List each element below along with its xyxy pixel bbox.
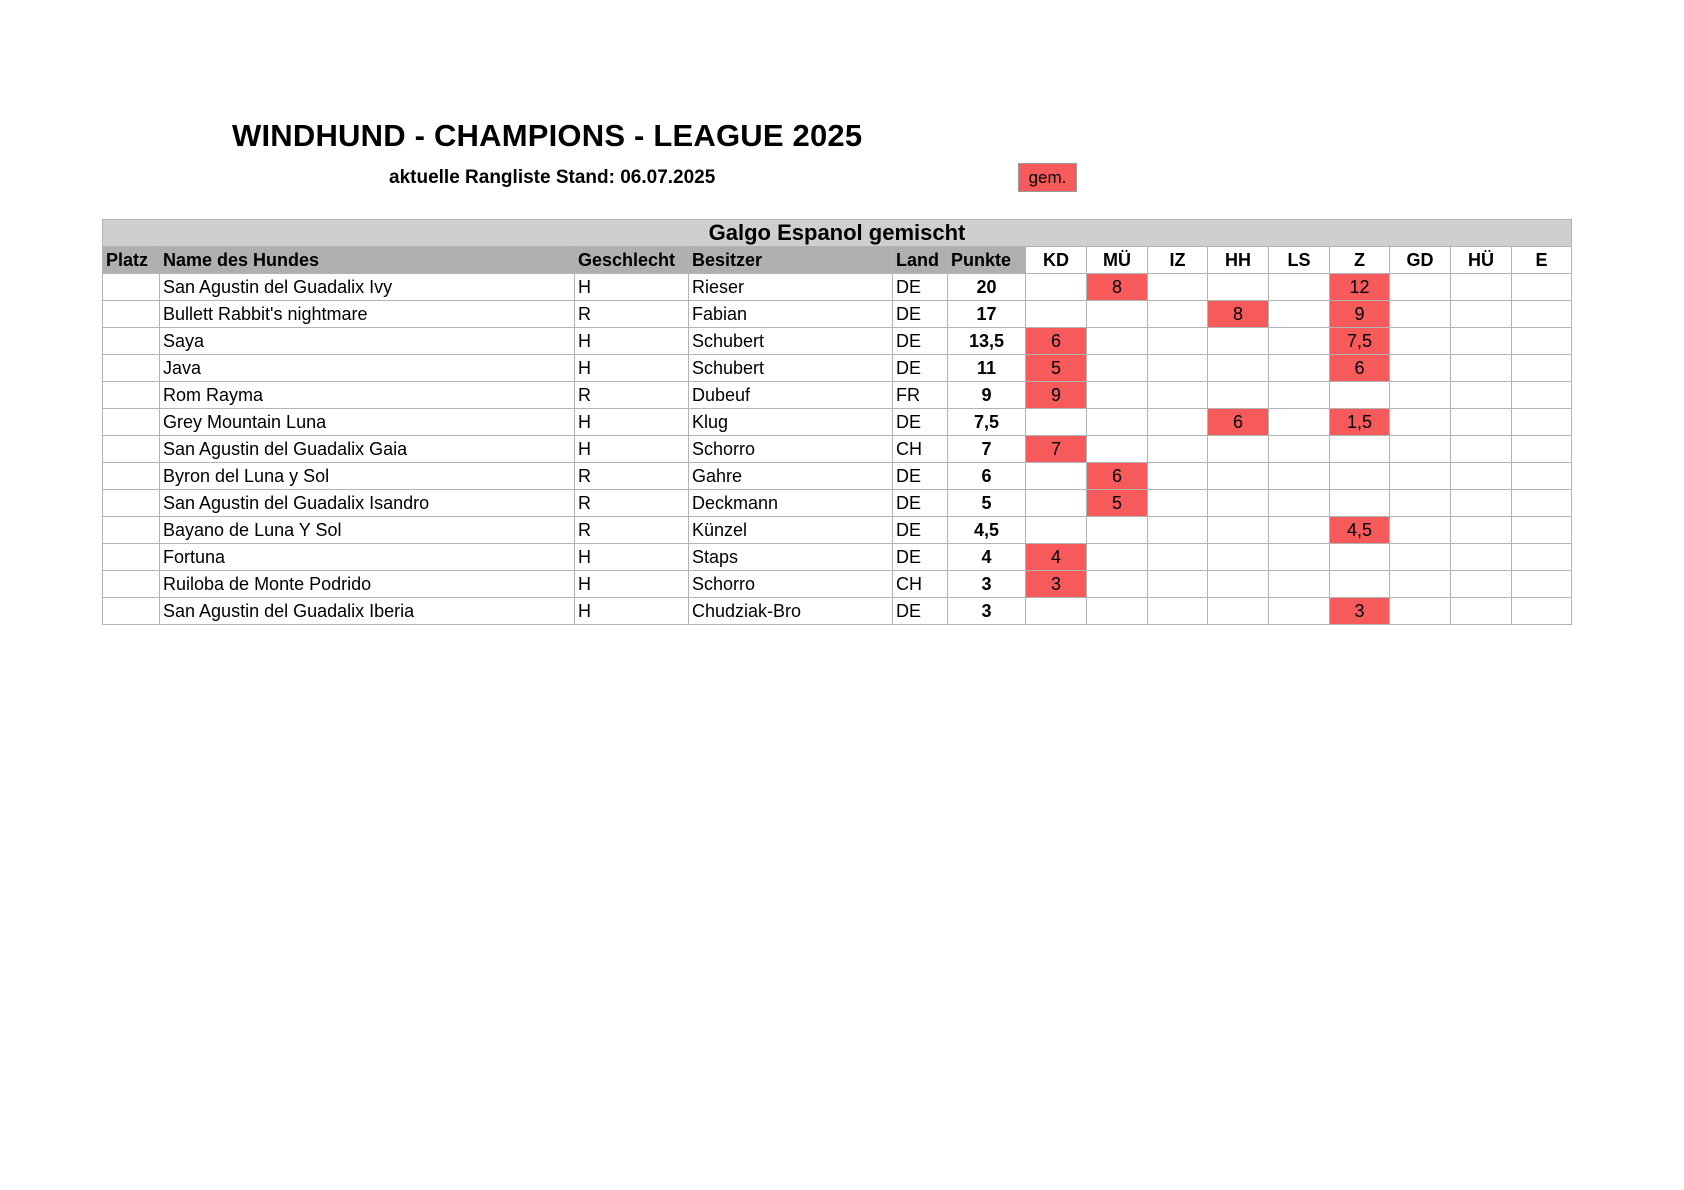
cell-event-points xyxy=(1390,328,1451,355)
cell-platz xyxy=(103,409,160,436)
cell-geschlecht: H xyxy=(575,355,689,382)
cell-event-points xyxy=(1026,463,1087,490)
cell-geschlecht: H xyxy=(575,328,689,355)
cell-geschlecht: H xyxy=(575,436,689,463)
cell-event-points xyxy=(1208,274,1269,301)
table-row xyxy=(103,274,1572,301)
col-header-event: IZ xyxy=(1148,247,1208,274)
cell-event-points: 12 xyxy=(1330,274,1390,301)
col-header-event: HH xyxy=(1208,247,1269,274)
cell-event-points xyxy=(1390,274,1451,301)
cell-dog-name: Ruiloba de Monte Podrido xyxy=(160,571,575,598)
col-header-punkte: Punkte xyxy=(948,247,1026,274)
cell-besitzer: Schorro xyxy=(689,571,893,598)
table-row xyxy=(103,517,1572,544)
cell-event-points xyxy=(1208,517,1269,544)
cell-geschlecht: R xyxy=(575,517,689,544)
cell-event-points xyxy=(1390,355,1451,382)
cell-besitzer: Klug xyxy=(689,409,893,436)
cell-event-points xyxy=(1208,328,1269,355)
cell-event-points xyxy=(1087,328,1148,355)
cell-platz xyxy=(103,598,160,625)
cell-event-points xyxy=(1087,517,1148,544)
cell-land: DE xyxy=(893,301,948,328)
cell-event-points: 6 xyxy=(1208,409,1269,436)
table-row xyxy=(103,409,1572,436)
cell-geschlecht: H xyxy=(575,571,689,598)
cell-besitzer: Deckmann xyxy=(689,490,893,517)
cell-dog-name: Bullett Rabbit's nightmare xyxy=(160,301,575,328)
cell-platz xyxy=(103,328,160,355)
cell-platz xyxy=(103,355,160,382)
cell-event-points: 6 xyxy=(1087,463,1148,490)
cell-punkte: 17 xyxy=(948,301,1026,328)
cell-event-points xyxy=(1390,463,1451,490)
cell-event-points xyxy=(1208,436,1269,463)
cell-punkte: 7,5 xyxy=(948,409,1026,436)
cell-event-points xyxy=(1451,463,1512,490)
cell-event-points xyxy=(1512,382,1572,409)
cell-punkte: 20 xyxy=(948,274,1026,301)
col-header-event: LS xyxy=(1269,247,1330,274)
cell-event-points xyxy=(1390,571,1451,598)
cell-event-points xyxy=(1269,571,1330,598)
cell-event-points xyxy=(1451,355,1512,382)
cell-event-points xyxy=(1390,490,1451,517)
cell-punkte: 3 xyxy=(948,598,1026,625)
cell-event-points xyxy=(1269,409,1330,436)
cell-event-points xyxy=(1148,409,1208,436)
cell-dog-name: San Agustin del Guadalix Isandro xyxy=(160,490,575,517)
table-row xyxy=(103,544,1572,571)
cell-event-points xyxy=(1269,301,1330,328)
cell-event-points xyxy=(1451,382,1512,409)
cell-dog-name: Rom Rayma xyxy=(160,382,575,409)
cell-event-points xyxy=(1451,301,1512,328)
cell-event-points xyxy=(1269,490,1330,517)
cell-event-points xyxy=(1026,409,1087,436)
cell-event-points xyxy=(1512,517,1572,544)
cell-geschlecht: R xyxy=(575,301,689,328)
cell-event-points xyxy=(1148,274,1208,301)
cell-land: CH xyxy=(893,436,948,463)
cell-event-points xyxy=(1148,301,1208,328)
cell-punkte: 11 xyxy=(948,355,1026,382)
cell-platz xyxy=(103,544,160,571)
cell-event-points xyxy=(1451,544,1512,571)
cell-platz xyxy=(103,490,160,517)
cell-event-points xyxy=(1512,301,1572,328)
cell-event-points: 8 xyxy=(1087,274,1148,301)
cell-event-points xyxy=(1269,436,1330,463)
cell-geschlecht: H xyxy=(575,409,689,436)
cell-besitzer: Schubert xyxy=(689,328,893,355)
cell-event-points xyxy=(1512,598,1572,625)
cell-event-points xyxy=(1148,490,1208,517)
cell-event-points xyxy=(1390,301,1451,328)
page-title: WINDHUND - CHAMPIONS - LEAGUE 2025 xyxy=(232,118,863,153)
cell-event-points xyxy=(1512,463,1572,490)
cell-besitzer: Künzel xyxy=(689,517,893,544)
cell-punkte: 7 xyxy=(948,436,1026,463)
cell-platz xyxy=(103,274,160,301)
cell-event-points: 3 xyxy=(1330,598,1390,625)
cell-event-points xyxy=(1026,301,1087,328)
cell-event-points xyxy=(1390,517,1451,544)
cell-geschlecht: H xyxy=(575,598,689,625)
cell-event-points xyxy=(1208,463,1269,490)
cell-event-points: 5 xyxy=(1026,355,1087,382)
table-row xyxy=(103,463,1572,490)
cell-event-points xyxy=(1451,598,1512,625)
cell-geschlecht: R xyxy=(575,382,689,409)
ranking-table xyxy=(102,219,1572,625)
cell-dog-name: Byron del Luna y Sol xyxy=(160,463,575,490)
cell-event-points xyxy=(1269,463,1330,490)
cell-dog-name: Saya xyxy=(160,328,575,355)
cell-geschlecht: H xyxy=(575,274,689,301)
cell-event-points xyxy=(1087,436,1148,463)
cell-event-points xyxy=(1148,463,1208,490)
cell-event-points xyxy=(1026,274,1087,301)
col-header-event: HÜ xyxy=(1451,247,1512,274)
cell-event-points xyxy=(1451,436,1512,463)
cell-event-points xyxy=(1087,301,1148,328)
cell-event-points xyxy=(1148,436,1208,463)
cell-event-points xyxy=(1330,382,1390,409)
cell-geschlecht: R xyxy=(575,490,689,517)
cell-event-points xyxy=(1512,490,1572,517)
cell-event-points xyxy=(1208,598,1269,625)
cell-besitzer: Dubeuf xyxy=(689,382,893,409)
cell-event-points xyxy=(1208,355,1269,382)
cell-event-points xyxy=(1148,544,1208,571)
cell-event-points: 7 xyxy=(1026,436,1087,463)
cell-land: DE xyxy=(893,355,948,382)
cell-platz xyxy=(103,517,160,544)
table-row xyxy=(103,382,1572,409)
table-row xyxy=(103,436,1572,463)
cell-land: FR xyxy=(893,382,948,409)
cell-besitzer: Staps xyxy=(689,544,893,571)
cell-event-points: 8 xyxy=(1208,301,1269,328)
cell-dog-name: Bayano de Luna Y Sol xyxy=(160,517,575,544)
column-header-row xyxy=(103,247,1572,274)
table-body xyxy=(103,274,1572,625)
col-header-geschlecht: Geschlecht xyxy=(575,247,689,274)
cell-event-points xyxy=(1451,409,1512,436)
table-row xyxy=(103,301,1572,328)
cell-platz xyxy=(103,382,160,409)
cell-event-points: 5 xyxy=(1087,490,1148,517)
cell-event-points xyxy=(1451,274,1512,301)
cell-besitzer: Fabian xyxy=(689,301,893,328)
cell-platz xyxy=(103,301,160,328)
cell-dog-name: Java xyxy=(160,355,575,382)
cell-besitzer: Rieser xyxy=(689,274,893,301)
cell-event-points xyxy=(1087,544,1148,571)
cell-event-points xyxy=(1269,382,1330,409)
cell-event-points xyxy=(1390,409,1451,436)
cell-event-points xyxy=(1330,571,1390,598)
cell-event-points xyxy=(1512,544,1572,571)
table-row xyxy=(103,328,1572,355)
col-header-land: Land xyxy=(893,247,948,274)
cell-event-points: 9 xyxy=(1330,301,1390,328)
cell-event-points xyxy=(1390,382,1451,409)
cell-event-points xyxy=(1330,544,1390,571)
cell-punkte: 4,5 xyxy=(948,517,1026,544)
cell-event-points: 4 xyxy=(1026,544,1087,571)
cell-event-points xyxy=(1451,328,1512,355)
cell-event-points xyxy=(1087,355,1148,382)
cell-event-points: 6 xyxy=(1330,355,1390,382)
col-header-event: KD xyxy=(1026,247,1087,274)
cell-event-points: 6 xyxy=(1026,328,1087,355)
cell-besitzer: Schubert xyxy=(689,355,893,382)
cell-land: DE xyxy=(893,517,948,544)
cell-event-points xyxy=(1512,274,1572,301)
cell-event-points xyxy=(1512,571,1572,598)
cell-geschlecht: R xyxy=(575,463,689,490)
cell-event-points xyxy=(1148,571,1208,598)
cell-punkte: 13,5 xyxy=(948,328,1026,355)
cell-land: DE xyxy=(893,598,948,625)
cell-event-points xyxy=(1148,328,1208,355)
col-header-event: MÜ xyxy=(1087,247,1148,274)
cell-event-points xyxy=(1330,463,1390,490)
cell-punkte: 9 xyxy=(948,382,1026,409)
cell-event-points xyxy=(1269,598,1330,625)
cell-event-points xyxy=(1512,436,1572,463)
col-header-platz: Platz xyxy=(103,247,160,274)
cell-event-points xyxy=(1390,436,1451,463)
cell-event-points xyxy=(1390,598,1451,625)
cell-punkte: 4 xyxy=(948,544,1026,571)
cell-event-points xyxy=(1148,517,1208,544)
cell-event-points xyxy=(1148,382,1208,409)
cell-punkte: 3 xyxy=(948,571,1026,598)
table-row xyxy=(103,571,1572,598)
cell-platz xyxy=(103,436,160,463)
cell-land: DE xyxy=(893,274,948,301)
cell-land: DE xyxy=(893,328,948,355)
cell-event-points: 9 xyxy=(1026,382,1087,409)
cell-event-points xyxy=(1208,544,1269,571)
cell-event-points xyxy=(1269,355,1330,382)
cell-event-points: 4,5 xyxy=(1330,517,1390,544)
cell-land: DE xyxy=(893,409,948,436)
cell-dog-name: San Agustin del Guadalix Ivy xyxy=(160,274,575,301)
cell-besitzer: Gahre xyxy=(689,463,893,490)
cell-event-points xyxy=(1208,571,1269,598)
cell-event-points xyxy=(1330,490,1390,517)
cell-land: CH xyxy=(893,571,948,598)
cell-event-points xyxy=(1269,328,1330,355)
cell-dog-name: San Agustin del Guadalix Iberia xyxy=(160,598,575,625)
cell-geschlecht: H xyxy=(575,544,689,571)
cell-event-points xyxy=(1512,409,1572,436)
cell-event-points: 7,5 xyxy=(1330,328,1390,355)
cell-event-points xyxy=(1087,598,1148,625)
cell-event-points xyxy=(1087,409,1148,436)
category-row xyxy=(103,220,1572,247)
cell-punkte: 6 xyxy=(948,463,1026,490)
table-row xyxy=(103,490,1572,517)
cell-event-points xyxy=(1390,544,1451,571)
cell-besitzer: Schorro xyxy=(689,436,893,463)
cell-event-points xyxy=(1269,517,1330,544)
cell-event-points xyxy=(1451,517,1512,544)
page-subtitle: aktuelle Rangliste Stand: 06.07.2025 xyxy=(389,167,716,188)
cell-platz xyxy=(103,571,160,598)
cell-event-points xyxy=(1512,328,1572,355)
cell-dog-name: San Agustin del Guadalix Gaia xyxy=(160,436,575,463)
cell-event-points: 3 xyxy=(1026,571,1087,598)
cell-land: DE xyxy=(893,544,948,571)
cell-event-points xyxy=(1148,355,1208,382)
table-row xyxy=(103,355,1572,382)
col-header-name: Name des Hundes xyxy=(160,247,575,274)
cell-besitzer: Chudziak-Bro xyxy=(689,598,893,625)
cell-event-points xyxy=(1512,355,1572,382)
cell-event-points xyxy=(1208,382,1269,409)
cell-event-points xyxy=(1208,490,1269,517)
col-header-event: Z xyxy=(1330,247,1390,274)
cell-event-points xyxy=(1026,490,1087,517)
category-title: Galgo Espanol gemischt xyxy=(103,220,1572,247)
cell-dog-name: Grey Mountain Luna xyxy=(160,409,575,436)
col-header-event: E xyxy=(1512,247,1572,274)
cell-event-points xyxy=(1148,598,1208,625)
col-header-event: GD xyxy=(1390,247,1451,274)
table-row xyxy=(103,598,1572,625)
cell-event-points: 1,5 xyxy=(1330,409,1390,436)
col-header-besitzer: Besitzer xyxy=(689,247,893,274)
cell-event-points xyxy=(1269,544,1330,571)
cell-dog-name: Fortuna xyxy=(160,544,575,571)
cell-land: DE xyxy=(893,490,948,517)
cell-event-points xyxy=(1451,490,1512,517)
cell-event-points xyxy=(1087,571,1148,598)
cell-platz xyxy=(103,463,160,490)
cell-event-points xyxy=(1330,436,1390,463)
cell-event-points xyxy=(1269,274,1330,301)
legend-gem-badge: gem. xyxy=(1018,163,1077,192)
cell-punkte: 5 xyxy=(948,490,1026,517)
cell-land: DE xyxy=(893,463,948,490)
cell-event-points xyxy=(1026,598,1087,625)
cell-event-points xyxy=(1451,571,1512,598)
cell-event-points xyxy=(1026,517,1087,544)
cell-event-points xyxy=(1087,382,1148,409)
